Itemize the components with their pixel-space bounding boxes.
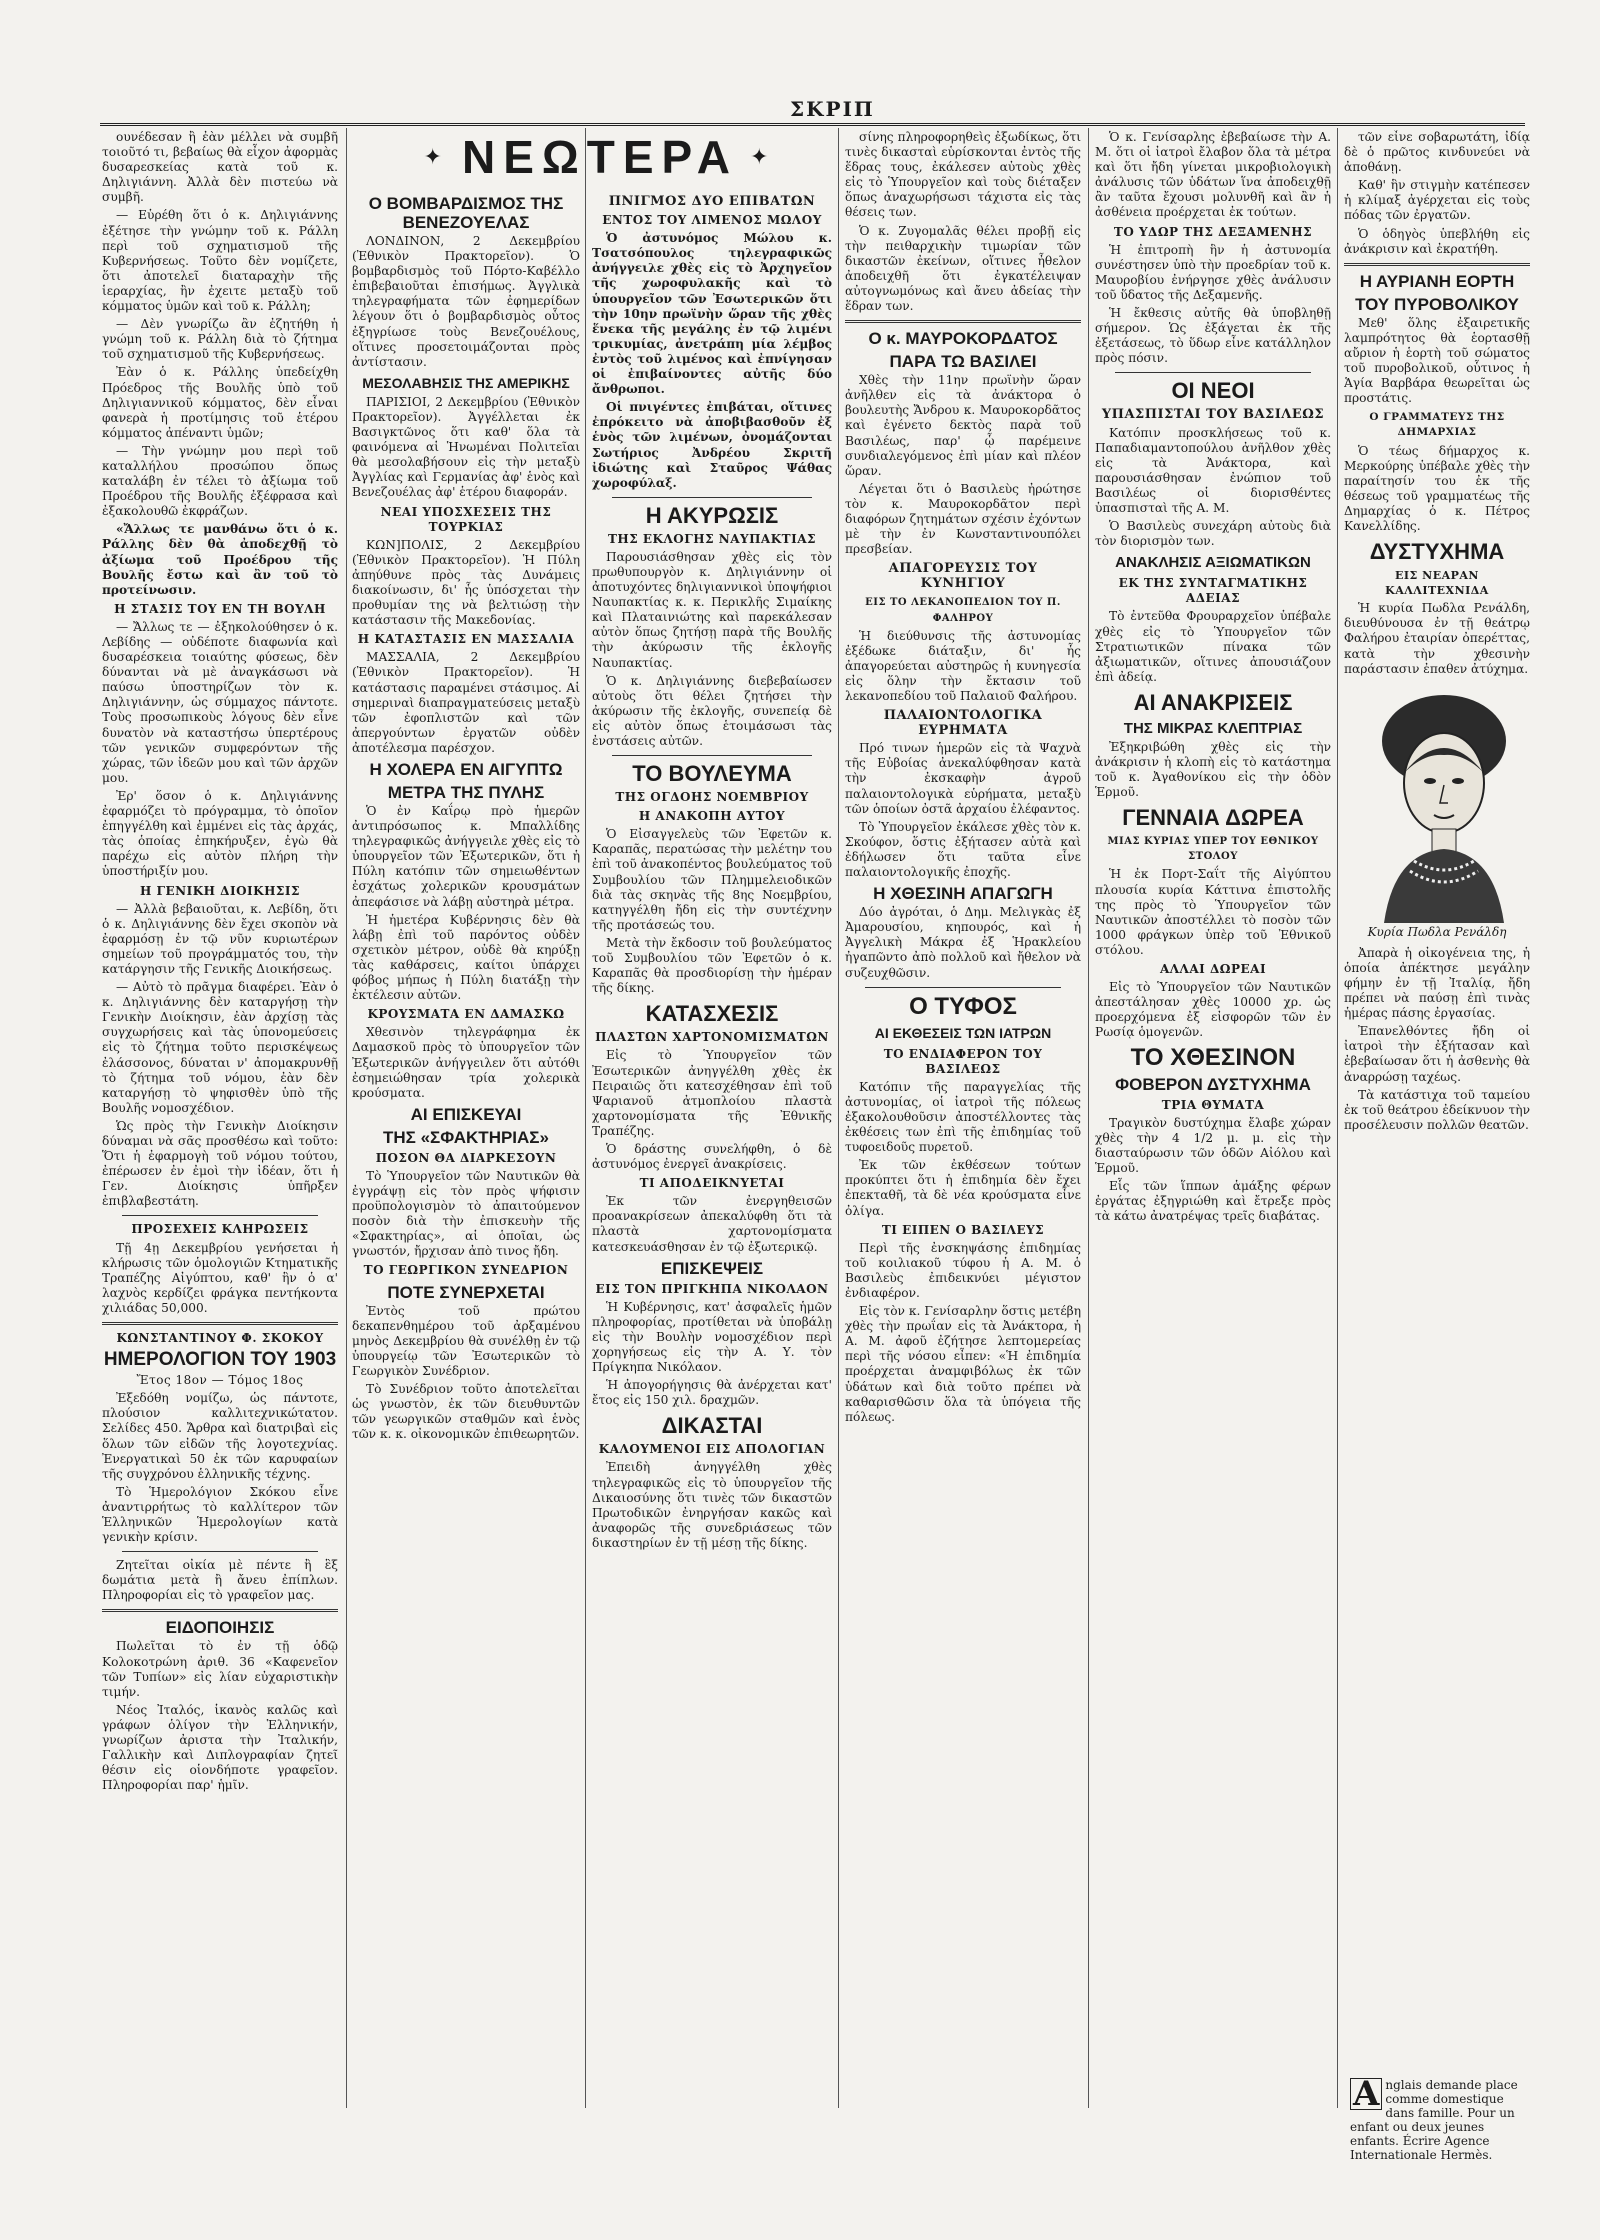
headline: Ο κ. ΜΑΥΡΟΚΟΡΔΑΤΟΣ (868, 329, 1058, 349)
paragraph: Ἐρ' ὅσον ὁ κ. Δηλιγιάννης ἐφαρμόζει τὸ πρόγραμμα, τὸ ὁποῖον ἐπηγγέλθη καὶ ἐμμένει εἰς τὰς ἀρχάς, τὰς ὁποίας ἐπηκήρυξεν, ἐγὼ θὰ παρέχω εἰς αὐτὸν πλήρη τὴν ὑποστήριξίν μου. (102, 788, 338, 879)
paragraph: Μεθ' ὅλης ἐξαιρετικῆς λαμπρότητος θὰ ἑορτασθῇ αὔριον ἡ ἑορτὴ τοῦ σώματος τοῦ πυροβολικοῦ, οὗτινος ἡ Ἁγία Βαρβάρα θεωρεῖται ὡς προστάτις. (1344, 315, 1530, 406)
banner-ornament: ✦ (750, 144, 777, 169)
headline: ΚΑΤΑΣΧΕΣΙΣ (645, 1001, 779, 1027)
paragraph: Ἐκ τῶν ἐκθέσεων τούτων προκύπτει ὅτι ἡ ἐπιδημία δὲν ἔχει ἐπεκταθῆ, τὰ δὲ νέα κρούσματα εἶνε ὀλίγα. (845, 1158, 1081, 1218)
headline: ΕΙΣ ΤΟ ΛΕΚΑΝΟΠΕΔΙΟΝ ΤΟΥ Π. ΦΑΛΗΡΟΥ (865, 597, 1061, 624)
headline: Η ΑΥΡΙΑΝΗ ΕΟΡΤΗ (1359, 271, 1515, 291)
drop-cap: A (1350, 2078, 1382, 2110)
paragraph: σίνης πληροφορηθεὶς ἐξωδίκως, ὅτι τινὲς δικασταὶ εὑρίσκονται ἐντὸς τῆς ἕδρας τους, ἐκάλεσεν αὐτοὺς χθὲς εἰς τὸ Ὑπουργεῖον καὶ τοὺς διέταξεν ὅπως ἀναχωρήσωσι τάχιστα εἰς τὰς θέσεις των. (845, 130, 1081, 220)
headline: ΤΗΣ ΜΙΚΡΑΣ ΚΛΕΠΤΡΙΑΣ (1123, 719, 1303, 737)
section-heading: ΠΡΟΣΕΧΕΙΣ ΚΛΗΡΩΣΕΙΣ (131, 1222, 309, 1237)
headline: Η ΚΑΤΑΣΤΑΣΙΣ ΕΝ ΜΑΣΣΑΛΙΑ (357, 632, 575, 647)
headline: ΠΑΛΑΙΟΝΤΟΛΟΓΙΚΑ ΕΥΡΗΜΑΤΑ (883, 708, 1043, 739)
paragraph: — Ἀλλὰ βεβαιοῦται, κ. Λεβίδη, ὅτι ὁ κ. Δηλιγιάννης δὲν ἔχει σκοπὸν νὰ ἐφαρμόσῃ ἐν τῷ νῦν κυριωτέρων σημείων τοῦ προγράμματός του, τὴν κατάργησιν τῆς Γενικῆς Διοικήσεως. (102, 901, 338, 976)
headline: ΠΝΙΓΜΟΣ ΔΥΟ ΕΠΙΒΑΤΩΝ (608, 194, 816, 209)
page-marker: ΣΚΡΙΠ (790, 97, 875, 121)
divider (1115, 372, 1311, 373)
headline: ΑΛΛΑΙ ΔΩΡΕΑΙ (1159, 962, 1267, 977)
headline: ΠΟΤΕ ΣΥΝΕΡΧΕΤΑΙ (387, 1282, 545, 1302)
paragraph: Ὁ ἀστυνόμος Μώλου κ. Τσατσόπουλος τηλεγραφικῶς ἀνήγγειλε χθὲς εἰς τὸ Ἀρχηγεῖον τῆς χωροφυλακῆς καὶ τὸ ὑπουργεῖον τῶν Ἐσωτερικῶν ὅτι τὴν 10ην πρωϊνὴν ὥραν τῆς χθὲς ἕνεκα τῆς μεγάλης ἐν τῷ λιμένι τρικυμίας, ἀνετράπη μία λέμβος ἐντὸς τοῦ λιμένος καὶ ἐπνίγησαν οἱ ἐπιβαίνοντες αὐτῆς δύο ἄνθρωποι. (592, 231, 832, 397)
headline: ΑΝΑΚΛΗΣΙΣ ΑΞΙΩΜΑΤΙΚΩΝ (1115, 554, 1311, 572)
headline: ΤΟ ΒΟΥΛΕΥΜΑ (632, 761, 792, 787)
paragraph: Ὁ κ. Γενίσαρλης ἐβεβαίωσε τὴν Α. Μ. ὅτι οἱ ἰατροὶ ἔλαβον ὅλα τὰ μέτρα καὶ ὅτι ἤδη γίνεται μικροβιολογικὴ ἀνάλυσις τῶν ὑδάτων ἵνα ἀποδειχθῇ ἂν ταῦτα ἔχουσι μολυνθῆ καὶ ἂν ἡ ἀσθένεια προέρχεται ἐκ τούτων. (1095, 130, 1331, 220)
divider (612, 755, 812, 756)
column-2 (352, 190, 580, 2120)
paragraph: Ὁ Εἰσαγγελεὺς τῶν Ἐφετῶν κ. Καραπᾶς, περατώσας τὴν μελέτην του ἐπὶ τοῦ ἀνακοπέντος βουλεύματος τοῦ Συμβουλίου τῶν Πλημμελειοδικῶν διὰ τὰς σκηνὰς τῆς 8ης Νοεμβρίου, κατηγγέλθη ἤδη εἰς τὴν συντέχνην τῆς προτάσεώς του. (592, 827, 832, 932)
paragraph: Ἐξεδόθη νομίζω, ὡς πάντοτε, πλούσιον καλλιτεχνικώτατον. Σελίδες 450. Ἄρθρα καὶ διατριβαὶ εἰς ὅλων τῶν εἰδῶν τῆς λογοτεχνίας. Ἐνεργατικαὶ 50 ἐκ τῶν καρυφαίων τῆς συγχρόνου ἑλληνικῆς τέχνης. (102, 1391, 338, 1481)
paragraph: Ἡ διεύθυνσις τῆς ἀστυνομίας ἐξέδωκε διάταξιν, δι' ἧς ἀπαγορεύεται αὐστηρῶς ἡ κυνηγεσία εἰς ὅλην τὴν ἔκτασιν τοῦ λεκανοπεδίου τοῦ Παλαιοῦ Φαλήρου. (845, 628, 1081, 703)
headline: ΔΙΚΑΣΤΑΙ (661, 1413, 763, 1439)
paragraph: Παρουσιάσθησαν χθὲς εἰς τὸν πρωθυπουργὸν κ. Δηλιγιάννην οἱ ἀποτυχόντες δηλιγιαννικοὶ ὑποψήφιοι Ναυπακτίας κ. κ. Περικλῆς Σιμαίκης καὶ Πλαταινιώτης καὶ παρεκάλεσαν αὐτὸν ὅπως ζητήσῃ παρὰ τῆς Βουλῆς τὴν ἀκύρωσιν τῆς ἐκλογῆς Ναυπακτίας. (592, 549, 832, 670)
paragraph: Τὸ ἐντεῦθα Φρουραρχεῖον ὑπέβαλε χθὲς εἰς τὸ Ὑπουργεῖον τῶν Στρατιωτικῶν πίνακα τῶν ἀξιωματικῶν, οἵτινες ἀπουσιάζουν ἐπὶ ἀδείᾳ. (1095, 609, 1331, 684)
paragraph: Περὶ τῆς ἐνσκηψάσης ἐπιδημίας τοῦ κοιλιακοῦ τύφου ἡ Α. Μ. ὁ Βασιλεὺς ἐπιδεικνύει μέγιστον ἐνδιαφέρον. (845, 1240, 1081, 1300)
column-1 (102, 130, 338, 2120)
headline: ΕΙΣ ΝΕΑΡΑΝ ΚΑΛΛΙΤΕΧΝΙΔΑ (1385, 569, 1489, 598)
paragraph: Εἰς τὸ Ὑπουργεῖον τῶν Ἐσωτερικῶν ἀνηγγέλθη χθὲς ἐκ Πειραιῶς ὅτι κατεσχέθησαν ἐπὶ τοῦ Ψαριανοῦ ἀτμοπλοίου πλαστὰ χαρτονομίσματα τῆς Ἐθνικῆς Τραπέζης. (592, 1048, 832, 1138)
paragraph: Ὁ Βασιλεὺς συνεχάρη αὐτοὺς διὰ τὸν διορισμὸν των. (1095, 519, 1331, 549)
portrait-engraving (1344, 683, 1530, 923)
headline: ΤΡΙΑ ΘΥΜΑΤΑ (1161, 1097, 1265, 1112)
headline: ΟΙ ΝΕΟΙ (1171, 378, 1255, 404)
paragraph: ΠΑΡΙΣΙΟΙ, 2 Δεκεμβρίου (Ἐθνικὸν Πρακτορεῖον). Ἀγγέλλεται ἐκ Βασιγκτῶνος ὅτι καθ' ὅλα τὰ φαινόμενα αἱ Ἡνωμέναι Πολιτεῖαι θὰ μεσολαβήσουν εἰς τὴν μεταξὺ Ἀγγλίας καὶ Γερμανίας ἀφ' ἑνὸς καὶ Βενεζουέλας ἀφ' ἑτέρου διαφοράν. (352, 394, 580, 500)
banner-ornament: ✦ (423, 144, 450, 169)
paragraph: Ὡς πρὸς τὴν Γενικὴν Διοίκησιν δύναμαι νὰ σᾶς προσθέσω καὶ τοῦτο: Ὅτι ἡ ἐφαρμογὴ τοῦ νόμου τούτου, ἐπέρωσεν ἐν ἐμοὶ τὴν ἰδέαν, ὅτι ἡ Γεν. Διοίκησις ὑπῆρξεν ἐπιβλαβεστάτη. (102, 1118, 338, 1209)
headline: ΕΝΤΟΣ ΤΟΥ ΛΙΜΕΝΟΣ ΜΩΛΟΥ (602, 213, 822, 228)
headline: ΤΟ ΕΝΔΙΑΦΕΡΟΝ ΤΟΥ ΒΑΣΙΛΕΩΣ (883, 1046, 1043, 1076)
headline: ΦΟΒΕΡΟΝ ΔΥΣΤΥΧΗΜΑ (1115, 1074, 1311, 1094)
section-heading: Η ΓΕΝΙΚΗ ΔΙΟΙΚΗΣΙΣ (139, 883, 301, 898)
headline: ΤΗΣ ΟΓΔΟΗΣ ΝΟΕΜΒΡΙΟΥ (615, 790, 809, 805)
paragraph: Τὰ κατάστιχα τοῦ ταμείου ἐκ τοῦ θεάτρου ἐδείκνυον τὴν προσέλευσιν πολλῶν θεατῶν. (1344, 1087, 1530, 1132)
paragraph: — Ἄλλως τε — ἐξηκολούθησεν ὁ κ. Λεβίδης — οὐδέποτε διαφωνία καὶ δυσαρέσκεια τοιαύτης φύσεως, δὲν δύνανται νὰ μὲ ἀναγκάσωσι νὰ παύσω ὑποστηρίζων τὸν κ. Δηλιγιάννην, ὡς σύμμαχος πάντοτε. Τοὺς προσωπικοὺς λόγους δὲν εἶνε δυνατὸν νὰ καταστήσω ὑπερτέρους τῶν γενικῶν συμφερόντων τῆς χώρας, τῶν ἰδεῶν μου καὶ τῶν ἀρχῶν μου. (102, 619, 338, 785)
classified-ad: Ζητεῖται οἰκία μὲ πέντε ἢ ἓξ δωμάτια μετὰ ἢ ἄνευ ἐπίπλων. Πληροφορίαι εἰς τὸ γραφεῖον μας. (102, 1558, 338, 1603)
column-rule (838, 128, 839, 2108)
headline: ΜΙΑΣ ΚΥΡΙΑΣ ΥΠΕΡ ΤΟΥ ΕΘΝΙΚΟΥ ΣΤΟΛΟΥ (1107, 836, 1319, 863)
column-rule (585, 128, 586, 2108)
headline: ΑΠΑΓΟΡΕΥΣΙΣ ΤΟΥ ΚΥΝΗΓΙΟΥ (888, 561, 1038, 592)
headline: ΥΠΑΣΠΙΣΤΑΙ ΤΟΥ ΒΑΣΙΛΕΩΣ (1101, 407, 1325, 423)
headline: ΓΕΝΝΑΙΑ ΔΩΡΕΑ (1122, 805, 1304, 831)
headline: ΕΠΙΣΚΕΨΕΙΣ (660, 1258, 764, 1278)
paragraph: τῶν εἶνε σοβαρωτάτη, ἰδίᾳ δὲ ὁ πρῶτος κινδυνεύει νὰ ἀποθάνῃ. (1344, 130, 1530, 175)
column-rule (1088, 128, 1089, 2108)
headline: Ο ΒΟΜΒΑΡΔΙΣΜΟΣ ΤΗΣ ΒΕΝΕΖΟΥΕΛΑΣ (368, 194, 564, 232)
headline: ΤΗΣ «ΣΦΑΚΤΗΡΙΑΣ» (383, 1127, 549, 1147)
divider (612, 497, 812, 498)
paragraph: Ἡ ἐπιτροπὴ ἣν ἡ ἀστυνομία συνέστησεν ὑπὸ τὴν προεδρίαν τοῦ κ. Μαυροβίου ἐνήργησε χθὲς ἀνάλυσιν τοῦ ὕδατος τῆς Δεξαμενῆς. (1095, 242, 1331, 302)
headline: Η ΧΟΛΕΡΑ ΕΝ ΑΙΓΥΠΤΩ (369, 760, 563, 779)
paragraph: Τὸ Ἡμερολόγιον Σκόκου εἶνε ἀναντιρρήτως τὸ καλλίτερον τῶν Ἑλληνικῶν Ἡμερολογίων κατὰ γενικὴν κρίσιν. (102, 1484, 338, 1545)
paragraph: Ἡ κυρία Πωδλα Ρενάλδη, διευθύνουσα ἐν τῇ θεάτρῳ Φαλήρου ἐταιρίαν ὀπερέττας, κατὰ τὴν χθεσινὴν παράστασιν ἐπαθεν ἀτύχημα. (1344, 601, 1530, 676)
paragraph: — Τὴν γνώμην μου περὶ τοῦ καταλλήλου προσώπου ὅπως καταλάβη ἐν τέλει τὸ ἀξίωμα τοῦ Προέδρου τῆς Βουλῆς ἐξέφρασα καὶ ἐξακολουθῶ ἐκφράζων. (102, 443, 338, 519)
section-banner (355, 128, 845, 186)
divider (865, 987, 1061, 988)
headline: ΜΕΤΡΑ ΤΗΣ ΠΥΛΗΣ (387, 783, 545, 802)
paragraph: Ὁ ἐν Καΐρῳ πρὸ ἡμερῶν ἀντιπρόσωπος κ. Μπαλλίδης τηλεγραφικῶς ἀνήγγειλε χθὲς εἰς τὸ ὑπουργεῖον τῶν Ἐξωτερικῶν, ὅτι ἡ Πύλη κατόπιν τῶν σημειωθέντων ἐσχάτως χολερικῶν κρουσμάτων ἀπεφάσισε νὰ λάβῃ αὐστηρὰ μέτρα. (352, 804, 580, 909)
paragraph: — Δὲν γνωρίζω ἂν ἐζητήθη ἡ γνώμη τοῦ κ. Ράλλη διὰ τὸ ζήτημα τοῦ σχηματισμοῦ τῆς Κυβερνήσεως. (102, 317, 338, 362)
top-rule (100, 97, 1525, 126)
column-5 (1095, 130, 1331, 2120)
headline: ΕΚ ΤΗΣ ΣΥΝΤΑΓΜΑΤΙΚΗΣ ΑΔΕΙΑΣ (1118, 576, 1308, 606)
paragraph: Ἐὰν ὁ κ. Ράλλης ὑπεδείχθη Πρόεδρος τῆς Βουλῆς ὑπὸ τοῦ Δηλιγιαννικοῦ κόμματος, δὲν εἶναι φανερὰ ἡ προτίμησις τοῦ ἑτέρου κόμματος ἀπέναντι ὑμῶν; (102, 365, 338, 440)
headline: ΤΟ ΧΘΕΣΙΝΟΝ (1130, 1043, 1296, 1071)
headline: ΚΑΛΟΥΜΕΝΟΙ ΕΙΣ ΑΠΟΛΟΓΙΑΝ (598, 1442, 826, 1457)
section-heading: ΕΙΔΟΠΟΙΗΣΙΣ (165, 1618, 275, 1638)
section-heading: Η ΣΤΑΣΙΣ ΤΟΥ ΕΝ ΤΗ ΒΟΥΛΗ (114, 601, 326, 616)
ad-title: ΗΜΕΡΟΛΟΓΙΟΝ ΤΟΥ 1903 (103, 1349, 337, 1371)
paragraph: — Εὑρέθη ὅτι ὁ κ. Δηλιγιάννης ἐξέτησε τὴν γνώμην τοῦ κ. Ράλλη περὶ τοῦ σχηματισμοῦ τῆς Κυβερνήσεως. Τοῦτο δὲν νομίζετε, ὅτι ἀποτελεῖ διαταραχὴν τῆς ἱεραρχίας, ἢν ἐχειτε μεταξὺ τοῦ κόμματος ὑμῶν καὶ τοῦ κ. Ράλλη; (102, 208, 338, 314)
paragraph: ΛΟΝΔΙΝΟΝ, 2 Δεκεμβρίου (Ἐθνικὸν Πρακτορεῖον). Ὁ βομβαρδισμὸς τοῦ Πόρτο-Καβέλλο ἐπιβεβαιοῦται ἐπισήμως. Ἀγγλικὰ τηλεγραφήματα τῶν ἐφημερίδων λέγουν ὅτι ὁ βομβαρδισμὸς οὗτος ἐξηγρίωσε τοὺς Βενεζουέλους, οἵτινες προσετοιμάζονται πρὸς ἀντίστασιν. (352, 234, 580, 369)
banner-title: ΝΕΩΤΕΡΑ (461, 131, 739, 183)
paragraph: — Αὐτὸ τὸ πρᾶγμα διαφέρει. Ἐὰν ὁ κ. Δηλιγιάννης δὲν καταργήσῃ τὴν Γενικὴν Διοίκησιν, ἐὰν ἀρχίσῃ τὰς συγχωρήσεις καὶ τὰς ὑπονομεύσεις εἰς τὸ ζήτημα τοῦτο περισκέψεως ἐλάσσονος, δύναται ν' ἀπομακρυνθῇ τὸ ζήτημα τοῦ νόμου, ἐὰν δὲν καταργήσῃ τὸ ψηφισθὲν ὑπὸ τῆς Βουλῆς νομοσχέδιον. (102, 980, 338, 1115)
headline: ΤΟ ΓΕΩΡΓΙΚΟΝ ΣΥΝΕΔΡΙΟΝ (363, 1263, 569, 1278)
paragraph: Καθ' ἣν στιγμὴν κατέπεσεν ἡ κλίμαξ ἀγέρχεται εἰς τοὺς πόδας τῶν ἐργατῶν. (1344, 178, 1530, 223)
column-3 (592, 190, 832, 2120)
paragraph: Ἡ ἐκ Πορτ-Σαΐτ τῆς Αἰγύπτου πλουσία κυρία Κάττινα ἐπιστολῆς της πρὸς τὸ Ὑπουργεῖον τῶν Ναυτικῶν ἀποστέλλει τὸ ποσὸν τῶν 1000 φράγκων ὑπὲρ τοῦ Ἐθνικοῦ στόλου. (1095, 867, 1331, 957)
paragraph: Κατόπιν τῆς παραγγελίας τῆς ἀστυνομίας, οἱ ἰατροὶ τῆς πόλεως ἐξακολουθοῦσιν ἀποστέλλοντες τὰς ἐκθέσεις των ἐπὶ τῆς ἐπιδημίας τοῦ τυφοειδοῦς πυρετοῦ. (845, 1079, 1081, 1155)
column-rule (346, 128, 347, 2108)
paragraph: «Ἄλλως τε μανθάνω ὅτι ὁ κ. Ράλλης δὲν θὰ ἀποδεχθῇ τὸ ἀξίωμα τοῦ Προέδρου τῆς Βουλῆς ἔστω καὶ ἂν τοῦ τὸ προτείνωσιν. (102, 522, 338, 597)
paragraph: Δύο ἀγρόται, ὁ Δημ. Μελιγκὰς ἐξ Ἀμαρουσίου, κηπουρός, καὶ ἡ Ἀγγελικὴ Μάκρα ἐξ Ἡρακλείου ἠγαπῶντο ἀπὸ πολλοῦ καὶ ἤθελον νὰ συζευχθῶσιν. (845, 905, 1081, 980)
paragraph: Ἐντὸς τοῦ πρώτου δεκαπενθημέρου τοῦ ἀρξαμένου μηνὸς Δεκεμβρίου θὰ συνέλθῃ ἐν τῷ ὑπουργείῳ τῶν Ἐσωτερικῶν τὸ Γεωργικὸν Συνέδριον. (352, 1303, 580, 1378)
paragraph: Τὸ Ὑπουργεῖον ἐκάλεσε χθὲς τὸν κ. Σκούφον, ὅστις ἐξήτασεν αὐτὰ καὶ ἐδήλωσεν ὅτι ταῦτα εἶνε παλαιοντολογικῆς ἐποχῆς. (845, 819, 1081, 880)
paragraph: Ἐπανελθόντες ἤδη οἱ ἰατροὶ τὴν ἐξήτασαν καὶ ἐβεβαίωσαν ὅτι ἡ ἀσθενὴς θὰ ἀναρρώσῃ ταχέως. (1344, 1024, 1530, 1084)
divider (845, 320, 1081, 323)
paragraph: Ὁ δράστης συνελήφθη, ὁ δὲ ἀστυνόμος ἐνεργεῖ ἀνακρίσεις. (592, 1141, 832, 1172)
paragraph: Τὸ Ὑπουργεῖον τῶν Ναυτικῶν θὰ ἐγγράψῃ εἰς τὸν πρὸς ψήφισιν προϋπολογισμὸν τὸ ἀπαιτούμενον ποσὸν διὰ τὴν ἐπισκευὴν τῆς «Σφακτηρίας», αἱ ὁποῖαι, ὡς γνωστόν, ἤρχισαν ἀπὸ τινος ἤδη. (352, 1168, 580, 1259)
ad-text: nglais demande place comme domestique dans famille. Pour un enfant ou deux jeunes enfants. Écrire Agence Internationale Hermès. (1350, 2078, 1518, 2162)
paragraph: Τῇ 4ῃ Δεκεμβρίου γενήσεται ἡ κλήρωσις τῶν ὁμολογιῶν Κτηματικῆς Τραπέζης Αἰγύπτου, καθ' ἣν ὁ α' λαχνὸς κερδίζει φράγκα πεντήκοντα χιλιάδας 50,000. (102, 1240, 338, 1315)
paragraph: Τὸ Συνέδριον τοῦτο ἀποτελεῖται ὡς γνωστὸν, ἐκ τῶν διευθυντῶν τῶν γεωργικῶν σταθμῶν καὶ ἑνὸς τῶν κ. κ. οἰκονομικῶν ἐπιθεωρητῶν. (352, 1382, 580, 1442)
paragraph: Εἰς τὸν κ. Γενίσαρλην ὅστις μετέβη χθὲς τὴν πρωΐαν εἰς τὰ Ἀνάκτορα, ἡ Α. Μ. ἀφοῦ ἐζήτησε λεπτομερείας περὶ τῆς νόσου εἶπεν: «Ἡ ἐπιδημία προέρχεται ἀναμφιβόλως ἐκ τῶν ὑδάτων καὶ διὰ τοῦτο πρέπει νὰ καθαρισθῶσιν ὅλα τὰ ὑπόγεια τῆς πόλεως. (845, 1304, 1081, 1424)
paragraph: Εἰς τὸ Ὑπουργεῖον τῶν Ναυτικῶν ἀπεστάλησαν χθὲς 10000 χρ. ὡς προερχόμενα ἐξ εἰσφορῶν τῶν ἐν Ρωσίᾳ ὁμογενῶν. (1095, 980, 1331, 1040)
divider (122, 1215, 318, 1216)
paragraph: Ὁ ὁδηγὸς ὑπεβλήθη εἰς ἀνάκρισιν καὶ ἐκρατήθη. (1344, 226, 1530, 256)
paragraph: Λέγεται ὅτι ὁ Βασιλεὺς ἠρώτησε τὸν κ. Μαυροκορδᾶτον περὶ διαφόρων ζητημάτων σχέσιν ἐχόντων μὲ τὴν ἐν Κωνσταντινουπόλει πρεσβείαν. (845, 481, 1081, 557)
headline: ΚΡΟΥΣΜΑΤΑ ΕΝ ΔΑΜΑΣΚΩ (367, 1007, 565, 1022)
headline: ΝΕΑΙ ΥΠΟΣΧΕΣΕΙΣ ΤΗΣ ΤΟΥΡΚΙΑΣ (380, 504, 552, 534)
paragraph: Ἡ ἔκθεσις αὐτῆς θὰ ὑποβληθῇ σήμερον. Ὡς ἐξάγεται ἐκ τῆς ἐξετάσεως, τὸ ὕδωρ εἶνε κατάλληλον πρὸς πόσιν. (1095, 306, 1331, 366)
paragraph: Μετὰ τὴν ἔκδοσιν τοῦ βουλεύματος τοῦ Συμβουλίου τῶν Ἐφετῶν ὁ κ. Καραπᾶς θὰ προσδιορίσῃ τὴν ἡμέραν τῆς δίκης. (592, 935, 832, 996)
headline: ΑΙ ΑΝΑΚΡΙΣΕΙΣ (1133, 689, 1293, 715)
headline: Ο ΓΡΑΜΜΑΤΕΥΣ ΤΗΣ ΔΗΜΑΡΧΙΑΣ (1369, 411, 1505, 439)
paragraph: ουνέδεσαν ἢ ἐὰν μέλλει νὰ συμβῆ τοιοῦτό τι, βεβαίως θὰ εἶχον ἀφορμὰς δυσαρεσκείας κατὰ τοῦ κ. Δηλιγιάννη. Ἀλλὰ δὲν πιστεύω νὰ συμβῆ. (102, 130, 338, 205)
headline: Η ΑΝΑΚΟΠΗ ΑΥΤΟΥ (638, 809, 786, 824)
paragraph: Ἡ ἀπογορήγησις θὰ ἀνέρχεται κατ' ἔτος εἰς 150 χιλ. δραχμῶν. (592, 1378, 832, 1408)
paragraph: Ὁ κ. Δηλιγιάννης διεβεβαίωσεν αὐτοὺς ὅτι θέλει ζητήσει τὴν ἀκύρωσιν τῆς ἐκλογῆς, συνεπείᾳ δὲ εἰς αὐτὸν ὅπως ἑτοιμάσωσι τὰς ἐνστάσεις αὐτῶν. (592, 673, 832, 748)
headline: ΠΟΣΟΝ ΘΑ ΔΙΑΡΚΕΣΟΥΝ (375, 1150, 557, 1165)
divider (1344, 263, 1530, 266)
ad-publisher: ΚΩΝΣΤΑΝΤΙΝΟΥ Φ. ΣΚΟΚΟΥ (116, 1331, 324, 1346)
headline: ΤΙ ΑΠΟΔΕΙΚΝΥΕΤΑΙ (639, 1176, 785, 1191)
classified-ad: Νέος Ἰταλός, ἱκανὸς καλῶς καὶ γράφων ὁλίγον τὴν Ἑλληνικήν, γνωρίζων ἀριστα τὴν Ἰταλικήν, Γαλλικὴν καὶ Διπλογραφίαν ζητεῖ θέσιν εἰς οἱονδήποτε γραφεῖον. Πληροφορίαι παρ' ἡμῖν. (102, 1702, 338, 1793)
paragraph: Ὁ τέως δήμαρχος κ. Μερκούρης ὑπέβαλε χθὲς τὴν παραίτησίν του ἐκ τῆς θέσεως τοῦ γραμματέως τῆς Δημαρχίας ὁ κ. Πέτρος Κανελλίδης. (1344, 443, 1530, 533)
headline: ΤΗΣ ΕΚΛΟΓΗΣ ΝΑΥΠΑΚΤΙΑΣ (607, 531, 817, 546)
headline: Η ΑΚΥΡΩΣΙΣ (645, 502, 779, 528)
paragraph: Ἀπαρὰ ἡ οἰκογένεια της, ἡ ὁποία ἀπέκτησε μεγάλην φήμην ἐν τῇ Ἰταλίᾳ, ἤδη πρέπει νὰ παύσῃ ἐπὶ τινὰς ἡμέρας πάσης ἐργασίας. (1344, 945, 1530, 1021)
paragraph: Ἡ ἡμετέρα Κυβέρνησις δὲν θὰ λάβῃ ἐπὶ τοῦ παρόντος οὐδὲν σχετικὸν μέτρον, οὐδὲ θὰ κηρύξῃ τὰς καθάρσεις, καίτοι ὑπάρχει φόβος μήπως ἡ Πύλη διατάξῃ τὴν ἐκτέλεσιν αὐτῶν. (352, 912, 580, 1003)
column-6 (1344, 130, 1530, 2070)
classified-ad: Πωλεῖται τὸ ἐν τῇ ὁδῷ Κολοκοτρώνη ἀριθ. 36 «Καφενεῖον τῶν Τυπίων» εἰς λίαν εὐχαριστικὴν τιμήν. (102, 1639, 338, 1699)
headline: ΠΑΡΑ ΤΩ ΒΑΣΙΛΕΙ (889, 352, 1037, 372)
paragraph: Πρό τινων ἡμερῶν εἰς τὰ Ψαχνὰ τῆς Εὐβοίας ἀνεκαλύφθησαν κατὰ τὴν ἐκσκαφὴν ἀγροῦ παλαιοντολογικὰ εὑρήματα, μεταξὺ τῶν ὁποίων ὀστᾶ ἀρχαίου ἐλέφαντος. (845, 741, 1081, 816)
paragraph: ΜΑΣΣΑΛΙΑ, 2 Δεκεμβρίου (Ἐθνικὸν Πρακτορεῖον). Ἡ κατάστασις παραμένει στάσιμος. Αἱ σημεριναὶ διαπραγματεύσεις μεταξὺ τῶν ἐφοπλιστῶν καὶ τῶν ἀπεργούντων ἐργατῶν οὐδὲν ἀποτέλεσμα παρέσχον. (352, 650, 580, 755)
headline: ΤΙ ΕΙΠΕΝ Ο ΒΑΣΙΛΕΥΣ (881, 1222, 1045, 1237)
headline: ΠΛΑΣΤΩΝ ΧΑΡΤΟΝΟΜΙΣΜΑΤΩΝ (595, 1030, 829, 1045)
headline: ΑΙ ΕΚΘΕΣΕΙΣ ΤΩΝ ΙΑΤΡΩΝ (874, 1024, 1052, 1041)
paragraph: Ἐπειδὴ ἀνηγγέλθη χθὲς τηλεγραφικῶς εἰς τὸ ὑπουργεῖον τῆς Δικαιοσύνης ὅτι τινὲς τῶν δικαστῶν Πρωτοδικῶν ἐνηργήσαν κακῶς καὶ ἀναφορῶς τῆς συνεδριάσεως τῶν δικαστηρίων ἐν τῇ μέσῃ τῆς δίκης. (592, 1460, 832, 1550)
column-4 (845, 130, 1081, 2120)
paragraph: Χθεσινὸν τηλεγράφημα ἐκ Δαμασκοῦ πρὸς τὸ ὑπουργεῖον τῶν Ἐξωτερικῶν ἀνήγγειλεν ὅτι αὐτόθι ἐσημειώθησαν τρία χολερικὰ κρούσματα. (352, 1025, 580, 1100)
headline: ΤΟ ΥΔΩΡ ΤΗΣ ΔΕΞΑΜΕΝΗΣ (1113, 224, 1313, 239)
headline: Ο ΤΥΦΟΣ (909, 992, 1017, 1020)
paragraph: Τραγικὸν δυστύχημα ἔλαβε χώραν χθὲς τὴν 4 1/2 μ. μ. εἰς τὴν διασταύρωσιν τῶν ὁδῶν Αἰόλου καὶ Ἑρμοῦ. (1095, 1115, 1331, 1175)
column-rule (1337, 128, 1338, 2108)
paragraph: ΚΩΝ]ΠΟΛΙΣ, 2 Δεκεμβρίου (Ἐθνικὸν Πρακτορεῖον). Ἡ Πύλη ἀπηύθυνε πρὸς τὰς Δυνάμεις διακοίνωσιν, δι' ἧς ὑπόσχεται τὴν προθυμίαν της νὰ βελτιώσῃ τὴν κατάστασιν τῆς Μακεδονίας. (352, 537, 580, 628)
paragraph: Ὁ κ. Ζυγομαλᾶς θέλει προβῇ εἰς τὴν πειθαρχικὴν τιμωρίαν τῶν δικαστῶν ἐκείνων, οἵτινες ἦθελον ἀποδειχθῆ ὅτι ἐγκατέλειψαν αὐτογνωμόνως καὶ ἄνευ ἀδείας τὴν ἕδραν των. (845, 223, 1081, 314)
headline: ΑΙ ΕΠΙΣΚΕΥΑΙ (410, 1104, 522, 1124)
headline: ΔΥΣΤΥΧΗΜΑ (1369, 539, 1505, 565)
paragraph: Εἷς τῶν ἵππων ἁμάξης φέρων ἐργάτας ἐξηγριώθη καὶ ἔτρεξε πρὸς τὰ κάτω ἀνατρέψας τρεῖς διαβάτας. (1095, 1178, 1331, 1224)
paragraph: Οἱ πνιγέντες ἐπιβάται, οἵτινες ἐπρόκειτο νὰ ἀποβιβασθοῦν ἐξ ἑνὸς τῶν λιμένων, ὀνομάζονται Σωτήριος Ἀνδρέου Σκριτῆ ἰδιώτης καὶ Σταῦρος Ψάθας χωροφύλαξ. (592, 400, 832, 490)
paragraph: Χθὲς τὴν 11ην πρωϊνὴν ὥραν ἀνῆλθεν εἰς τὰ ἀνάκτορα ὁ βουλευτὴς Ἄνδρου κ. Μαυροκορδᾶτος καὶ ἐγένετο δεκτὸς παρὰ τοῦ Βασιλέως, παρ' ᾧ παρέμεινε συνδιαλεγόμενος ἐπὶ μίαν καὶ πλέον ὥραν. (845, 373, 1081, 478)
paragraph: Κατόπιν προσκλήσεως τοῦ κ. Παπαδιαμαντοπούλου ἀνῆλθον χθὲς εἰς τὰ Ἀνάκτορα, καὶ παρουσιάσθησαν ἐνώπιον τοῦ Βασιλέως οἱ διορισθέντες ὑπασπισταὶ τῆς Α. Μ. (1095, 425, 1331, 515)
paragraph: Ἐκ τῶν ἐνεργηθεισῶν προανακρίσεων ἀπεκαλύφθη ὅτι τὰ πλαστὰ χαρτονομίσματα κατεσκευάσθησαν ἐν τῷ ἐξωτερικῷ. (592, 1194, 832, 1254)
ad-subtitle: Ἔτος 18ον — Τόμος 18ος (136, 1373, 304, 1388)
divider (102, 1322, 338, 1325)
headline: Η ΧΘΕΣΙΝΗ ΑΠΑΓΩΓΗ (873, 884, 1053, 904)
headline: ΜΕΣΟΛΑΒΗΣΙΣ ΤΗΣ ΑΜΕΡΙΚΗΣ (362, 374, 570, 391)
french-classified-ad (1350, 2074, 1530, 2162)
headline: ΕΙΣ ΤΟΝ ΠΡΙΓΚΗΠΑ ΝΙΚΟΛΑΟΝ (595, 1281, 829, 1296)
divider (122, 1551, 318, 1552)
paragraph: Ἡ Κυβέρνησις, κατ' ἀσφαλεῖς ἡμῶν πληροφορίας, προτίθεται νὰ ὑποβάλῃ εἰς τὴν Βουλὴν νομοσχέδιον περὶ χορηγήσεως εἰς τὴν Α. Υ. τὸν Πρίγκηπα Νικόλαον. (592, 1299, 832, 1375)
paragraph: Ἐξηκριβώθη χθὲς εἰς τὴν ἀνάκρισιν ἡ κλοπὴ εἰς τὸ κατάστημα τοῦ κ. Ἀγαθονίκου εἰς τὴν ὁδὸν Ἑρμοῦ. (1095, 739, 1331, 800)
portrait-caption: Κυρία Πωδλα Ρενάλδη (1367, 924, 1507, 939)
headline: ΤΟΥ ΠΥΡΟΒΟΛΙΚΟΥ (1355, 294, 1519, 314)
divider (102, 1609, 338, 1612)
